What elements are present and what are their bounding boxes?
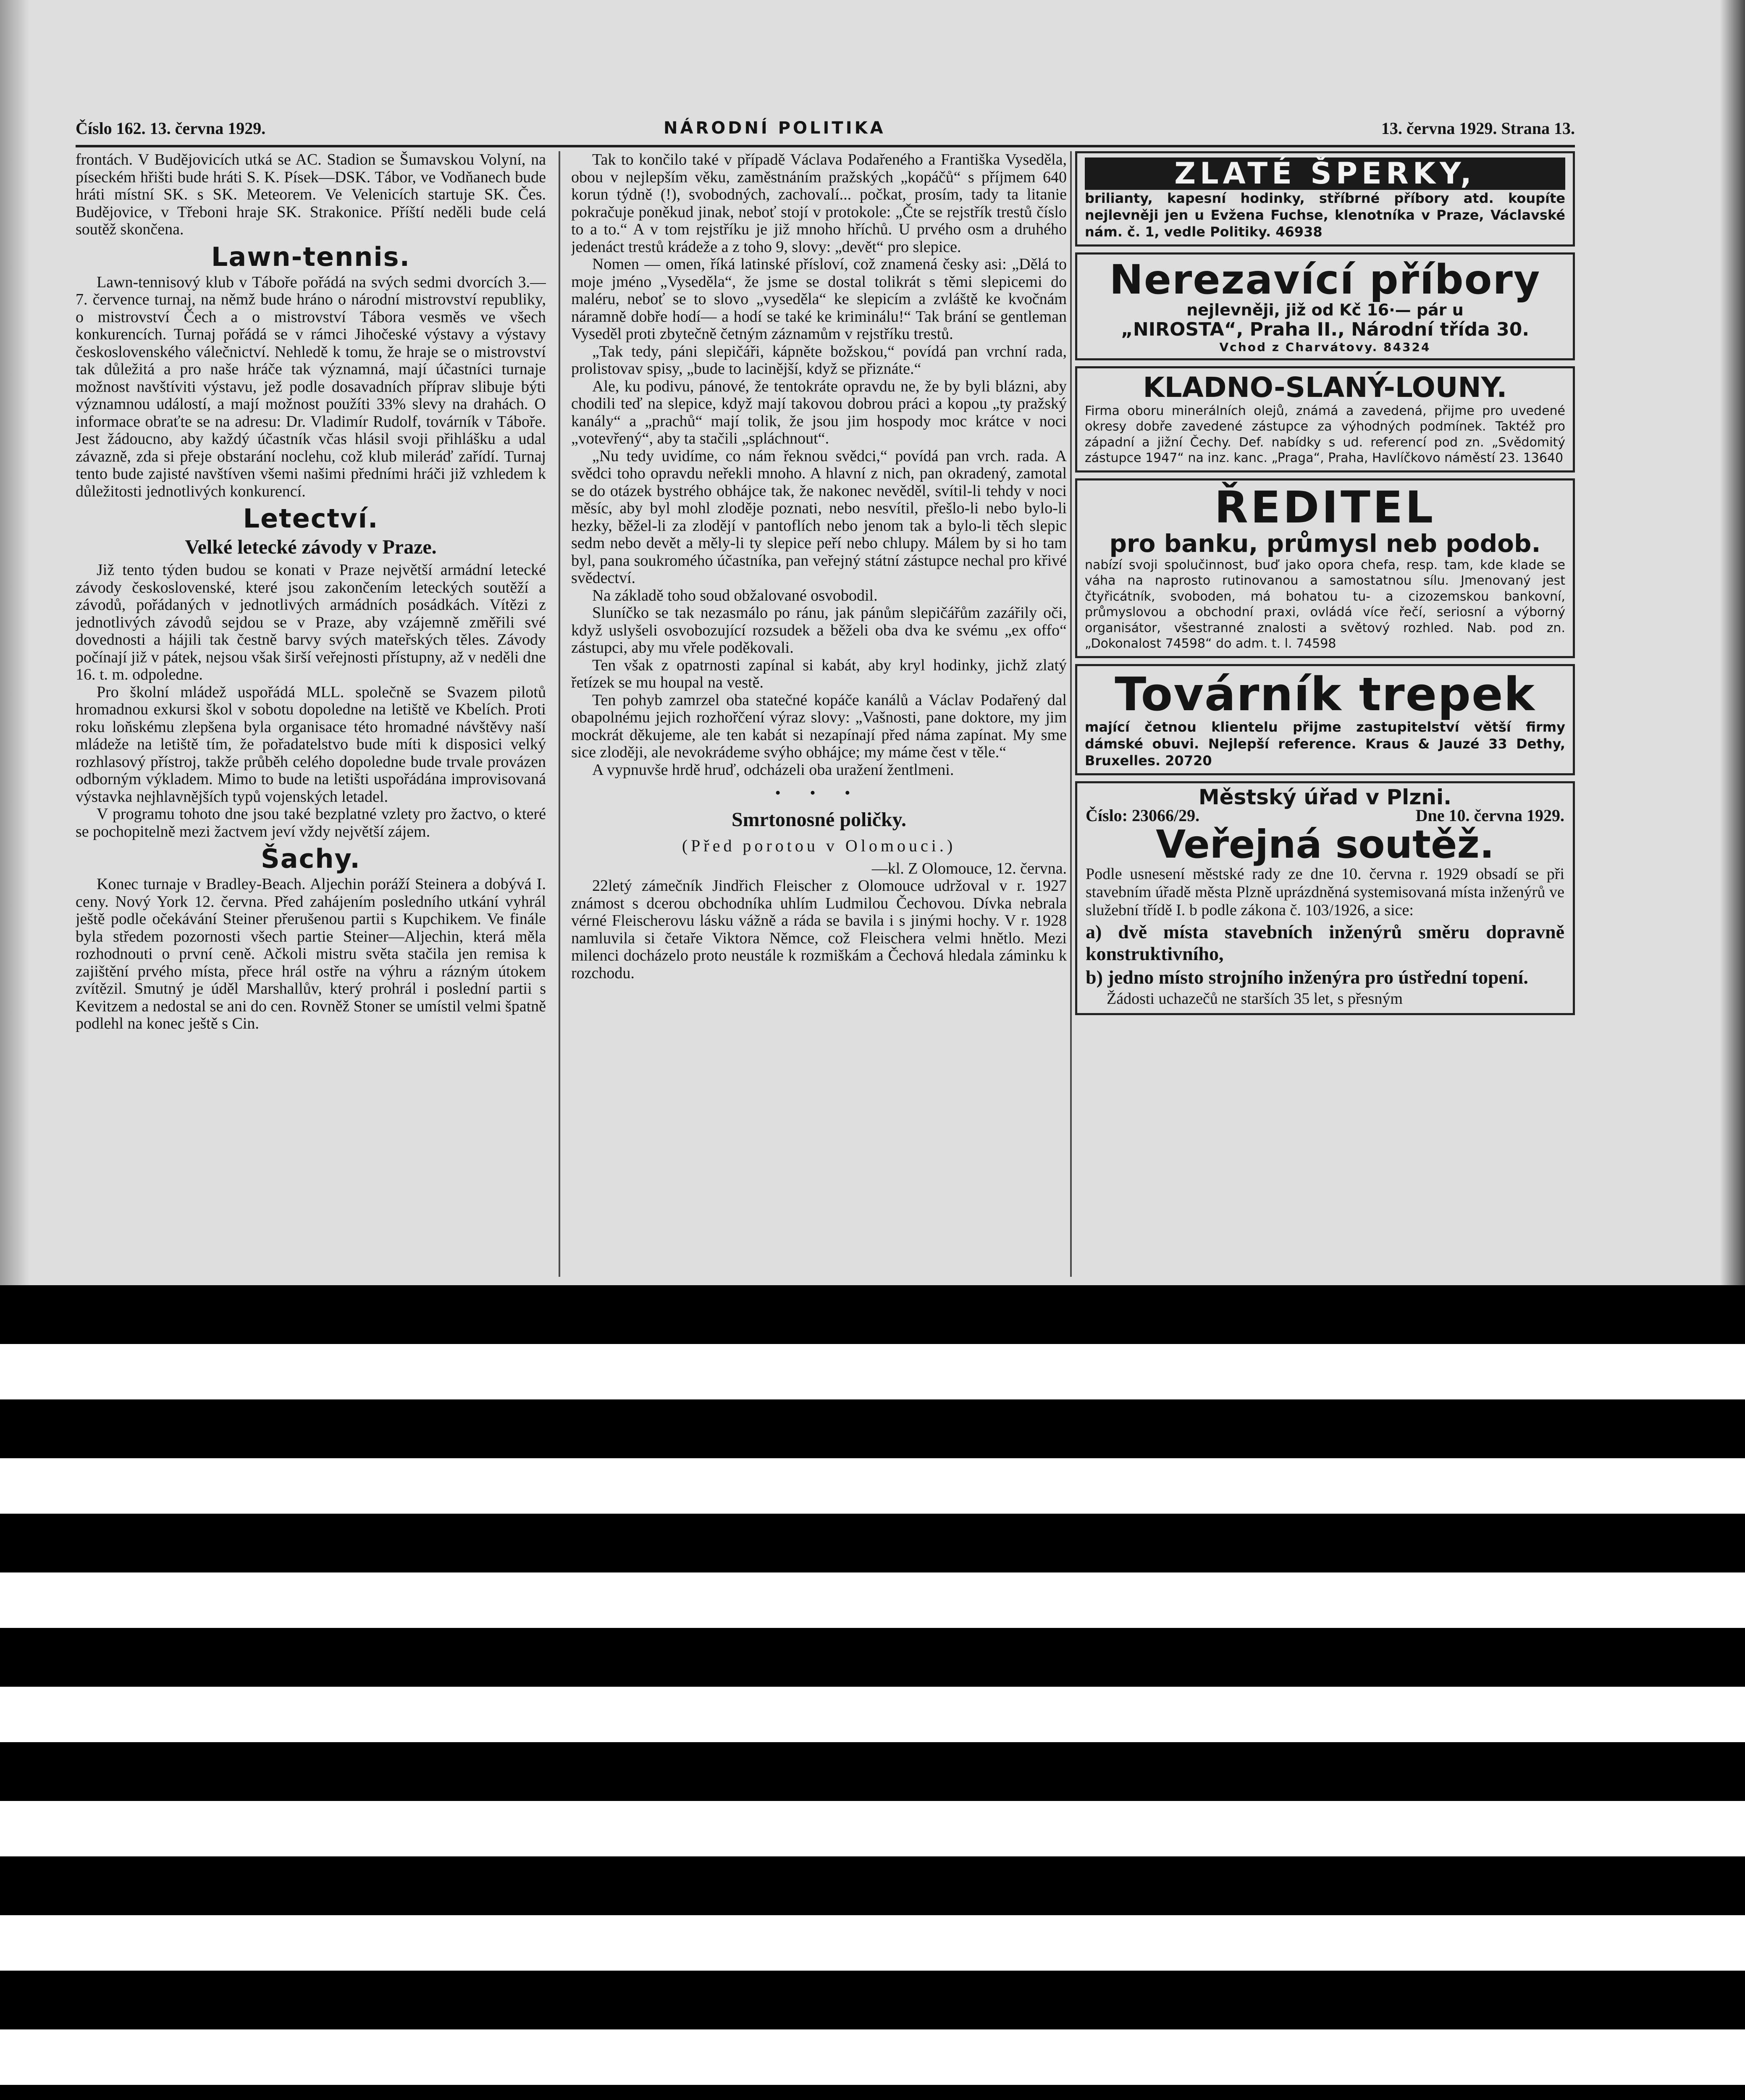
paragraph: „Nu tedy uvidíme, co nám řeknou svědci,“ povídá pan vrch. rada. A svědci toho opravdu neřekli mnoho. A hlavní z nich, pan okradený, zamotal se do otázek bystrého obhájce tak, že nakonec nevěděl, svítil-li tehdy v noci měsíc, aby byl mohl zloděje poznati, nebo nesvítil, přešlo-li nebo bylo-li hezky, běžel-li za zlodějí v pantoflích nebo jenom tak a bylo-li těch slepic sedm nebo devět a měly-li ty slepice peří nebo chlupy. Málem by si ho tam byl, pana soukromého účastníka, pan veřejný státní zástupce nechal pro křivé svědectví.	[571, 447, 1067, 587]
notice-text: Žádosti uchazečů ne starších 35 let, s přesným	[1107, 990, 1403, 1008]
page-header	[76, 118, 1575, 144]
issue-date: Číslo 162. 13. června 1929.	[76, 119, 266, 138]
paragraph: Konec turnaje v Bradley-Beach. Aljechin poráží Steinera a dobývá I. ceny. Nový York 12. června. Před zahájením posledního utkání vyhrál ještě podle očekávání Steiner přerušenou partii s Kupchikem. Ve finále byla středem pozornosti všech partie Steiner—Aljechin, která měla rozhodnouti o první ceně. Ačkoli mistru světa stačila jen remisa k zajištění prvého místa, přece hrál ostře na výhru a rázným útokem zvítězil. Smutný je úděl Marshallův, který prohrál i poslední partii s Kevitzem a nedostal se ani do cen. Rovněž Stoner se umístil velmi špatně podlehl na konec ještě s Cin.	[76, 875, 546, 1032]
notice-item: b) jedno místo strojního inženýra pro ústřední topení.	[1086, 966, 1528, 988]
ad-title: Nerezavící příbory	[1109, 256, 1541, 303]
ad-text: mající četnou klientelu přijme zastupitelství větší firmy dámské obuvi. Nejlepší reference. Kraus & Jauzé 33 Dethy, Bruxelles. 20720	[1085, 719, 1565, 769]
paragraph: Nomen — omen, říká latinské přísloví, což znamená česky asi: „Dělá to moje jméno „Vyseděla“, že jsme se dostal tolikrát s těmi slepicemi do maléru, neboť se to slovo „vyseděla“ ke slepicím a zvláště ke kvočnám náramně dobře hodí— a hodí se také ke kriminálu!“ Tak brání se gentleman Vyseděl proti zbytečně četným záznamům v rejstříku trestů.	[571, 255, 1067, 343]
ad-oil-agent	[1075, 366, 1575, 472]
dateline: —kl. Z Olomouce, 12. června.	[871, 859, 1067, 877]
ad-title: ZLATÉ ŠPERKY,	[1085, 158, 1565, 190]
paragraph: 22letý zámečník Jindřich Fleischer z Olomouce udržoval v r. 1927 známost s dcerou obchodníka uhlím Ludmilou Čechovou. Dívka nebrala vérné Fleischerovu lásku vážně a ráda se bavila i s jinými hochy. V r. 1928 namluvila si četaře Viktora Němce, což Fleischera velmi hnětlo. Mezi milenci docházelo proto neustále k rozmiškám a Čechová hledala záminku k rozchodu.	[571, 877, 1067, 982]
header-rule	[76, 145, 1575, 147]
paragraph: A vypnuvše hrdě hruď, odcházeli oba uražení žentlmeni.	[592, 761, 954, 779]
scan-edge-right	[1720, 0, 1745, 1285]
column-separator	[559, 151, 560, 1277]
ad-title: Továrník trepek	[1115, 667, 1535, 721]
paragraph: Tak to končilo také v případě Václava Podařeného a Františka Vyseděla, obou v nejlepším věku, zaměstnáním pražských „kopáčů“ s příjmem 640 korun týdně (!), svobodných, zachovalí... počkat, prosím, tady ta litanie pokračuje poněkud jinak, neboť stojí v protokole: „Čte se rejstřík trestů číslo to a to.“ A v tom rejstříku je již mnoho hříchů. U prvého osm a druhého jedenáct trestů krádeže a z toho 9, slovy: „devět“ pro slepice.	[571, 151, 1067, 256]
notice-date: Dne 10. června 1929.	[1415, 806, 1564, 825]
column-court	[571, 151, 1067, 1277]
notice-item: a) dvě místa stavebních inženýrů směru dopravně konstruktivního,	[1086, 921, 1564, 964]
paragraph: frontách. V Budějovicích utká se AC. Stadion se Šumavskou Volyní, na píseckém hřišti bude hráti S. K. Písek—DSK. Tábor, ve Vodňanech bude hráti místní SK. s SK. Meteorem. Ve Velenicích startuje SK. Čes. Budějovice, v Třeboni hraje SK. Strakonice. Příští neděli bude celá soutěž skončena.	[76, 151, 546, 238]
paragraph: Pro školní mládež uspořádá MLL. společně se Svazem pilotů hromadnou exkursi škol v sobotu dopoledne na letiště ve Kbelích. Proti roku loňskému zlepšena byla organisace této hromadné návštěvy naší mládeže na letiště tím, že pořadatelstvo bude míti k disposici velký rozhlasový přístroj, takže průběh celého dopoledne bude trvale provázen odborným výkladem. Mimo to bude na letišti uspořádána improvisovaná výstavka nejhlavnějších typů vojenských letadel.	[76, 683, 546, 806]
page-number: 13. června 1929. Strana 13.	[1381, 119, 1575, 138]
ad-shoes	[1075, 664, 1575, 776]
ad-text: Firma oboru minerálních olejů, známá a zavedená, přijme pro uvedené okresy dobře zavedené zástupce za výhodných podmínek. Taktéž pro západní a jižní Čechy. Def. nabídky s ud. referencí pod zn. „Svědomitý zástupce 1947“ na inz. kanc. „Praga“, Praha, Havlíčkovo náměstí 23. 13640	[1085, 403, 1565, 466]
section-title: Lawn-tennis.	[211, 241, 411, 272]
column-separator	[1070, 151, 1072, 1277]
article-title: Velké letecké závody v Praze.	[185, 536, 437, 558]
ad-jewelry	[1075, 151, 1575, 247]
article-title: Smrtonosné poličky.	[731, 808, 907, 831]
section-title: Letectví.	[243, 503, 379, 534]
notice-heading: Veřejná soutěž.	[1156, 822, 1494, 867]
ad-text: brilianty, kapesní hodinky, stříbrné příbory atd. koupíte nejlevněji jen u Evžena Fuchse, klenotníka v Praze, Václavské nám. č. 1, vedle Politiky. 46938	[1085, 190, 1565, 240]
ad-title: ŘEDITEL	[1214, 481, 1436, 533]
paragraph: Již tento týden budou se konati v Praze největší armádní letecké závody československé, které jsou zakončením leteckých soutěží a závodů, pořádaných v jednotlivých armádních posádkách. Vítězi z jednotlivých závodů sejdou se v Praze, aby vzájemně změřili své dovednosti a hájili tak čestně barvy svých mateřských těles. Závody počínají již v pátek, nejsou však širší veřejnosti přístupny, až v neděli dne 16. t. m. odpoledne.	[76, 561, 546, 683]
ad-text: „NIROSTA“, Praha II., Národní třída 30.	[1120, 319, 1530, 341]
section-title: Šachy.	[261, 843, 361, 874]
paragraph: Ale, ku podivu, pánové, že tentokráte opravdu ne, že by byli blázni, aby chodili teď na slepice, když mají takovou dobrou práci a kopou „ty pražský kanály“ a „prachů“ mají tolik, že jsou jim hospody moc krátce v noci „votevřený“, aby ta stačili „spláchnout“.	[571, 377, 1067, 447]
notice-issuer: Městský úřad v Plzni.	[1198, 785, 1452, 810]
notice-number: Číslo: 23066/29.	[1086, 806, 1200, 825]
ad-cutlery	[1075, 252, 1575, 360]
public-tender-notice	[1075, 781, 1575, 1015]
ad-text: nejlevněji, již od Kč 16·— pár u	[1186, 300, 1464, 319]
column-ads	[1075, 151, 1575, 1277]
newspaper-title: NÁRODNÍ POLITIKA	[664, 118, 886, 138]
paragraph: Sluníčko se tak nezasmálo po ránu, jak pánům slepičářům zazářily oči, když uslyšeli osvobozující rozsudek a běželi oba dva ke svému „ex offo“ zástupci, aby mu vřele poděkovali.	[571, 604, 1067, 656]
notice-text: Podle usnesení městské rady ze dne 10. června r. 1929 obsadí se při stavebním úřadě města Plzně uprázdněná systemisovaná místa inženýrů ve služební třídě I. b podle zákona č. 103/1926, a sice:	[1086, 865, 1564, 919]
column-sports	[76, 151, 546, 1277]
ad-text: Vchod z Charvátovy. 84324	[1219, 340, 1431, 354]
paragraph: Na základě toho soud obžalované osvobodil.	[592, 586, 878, 604]
paragraph: „Tak tedy, páni slepičáři, kápněte božskou,“ povídá pan vrchní rada, prolistovav spisy, „bude to lacinější, když se přiznáte.“	[571, 342, 1067, 378]
article-subtitle: (Před porotou v Olomouci.)	[682, 836, 956, 855]
ad-subtitle: pro banku, průmysl neb podob.	[1109, 529, 1541, 558]
ad-title: KLADNO-SLANÝ-LOUNY.	[1143, 371, 1507, 404]
ad-text: nabízí svoji spolučinnost, buď jako opora chefa, resp. tam, kde klade se váha na naprosto rutinovanou a samostatnou sílu. Jmenovaný jest čtyřicátník, svoboden, má bohatou tu- a cizozemskou bankovní, průmyslovou a obchodní praxi, ovládá více řečí, seriosní a výborný organisátor, všestranné znalosti a světový rozhled. Nab. pod zn. „Dokonalost 74598“ do adm. t. l. 74598	[1085, 557, 1565, 651]
ad-director	[1075, 478, 1575, 658]
redaction-stripes	[0, 1285, 1745, 2100]
separator-dots: • • •	[775, 784, 863, 802]
paragraph: Ten pohyb zamrzel oba statečné kopáče kanálů a Václav Podařený dal obapolnému jejich rozhořčení výraz slovy: „Vašnosti, pane doktore, my jim mockrát děkujeme, ale ten kabát si nezapínají před náma zapínat. My sme sice zloději, ale nevokrádeme svýho obhájce; my máme čest v těle.“	[571, 691, 1067, 761]
paragraph: V programu tohoto dne jsou také bezplatné vzlety pro žactvo, o které se pochopitelně mezi žactvem jeví vždy největší zájem.	[76, 805, 546, 840]
paragraph: Ten však z opatrnosti zapínal si kabát, aby kryl hodinky, jichž zlatý řetízek se mu houpal na vestě.	[571, 656, 1067, 691]
paragraph: Lawn-tennisový klub v Táboře pořádá na svých sedmi dvorcích 3.—7. července turnaj, na němž bude hráno o národní mistrovství republiky, o mistrovství Čech a o mistrovství Tábora vesměs ve všech konkurencích. Turnaj pořádá se v rámci Jihočeské výstavy a výstavy československého válečnictví. Nehledě k tomu, že hraje se o mistrovství tak důležitá a pro naše hráče tak významná, mají účastníci turnaje možnost navštíviti výstavu, jež podle dosavadních příprav slibuje býti významnou událostí, a mají možnost použíti 33% slevy na drahách. O informace obraťte se na adresu: Dr. Vladimír Rudolf, továrník v Táboře. Jest žádoucno, aby každý účastník včas hlásil svoji přihlášku a udal závazně, zda si přeje obstarání noclehu, což klub mileráď zařídí. Turnaj tento bude zajisté navštíven všemi našimi předními hráči již vzhledem k důležitosti jednotlivých konkurencí.	[76, 273, 546, 500]
scan-edge-left	[0, 0, 29, 1285]
